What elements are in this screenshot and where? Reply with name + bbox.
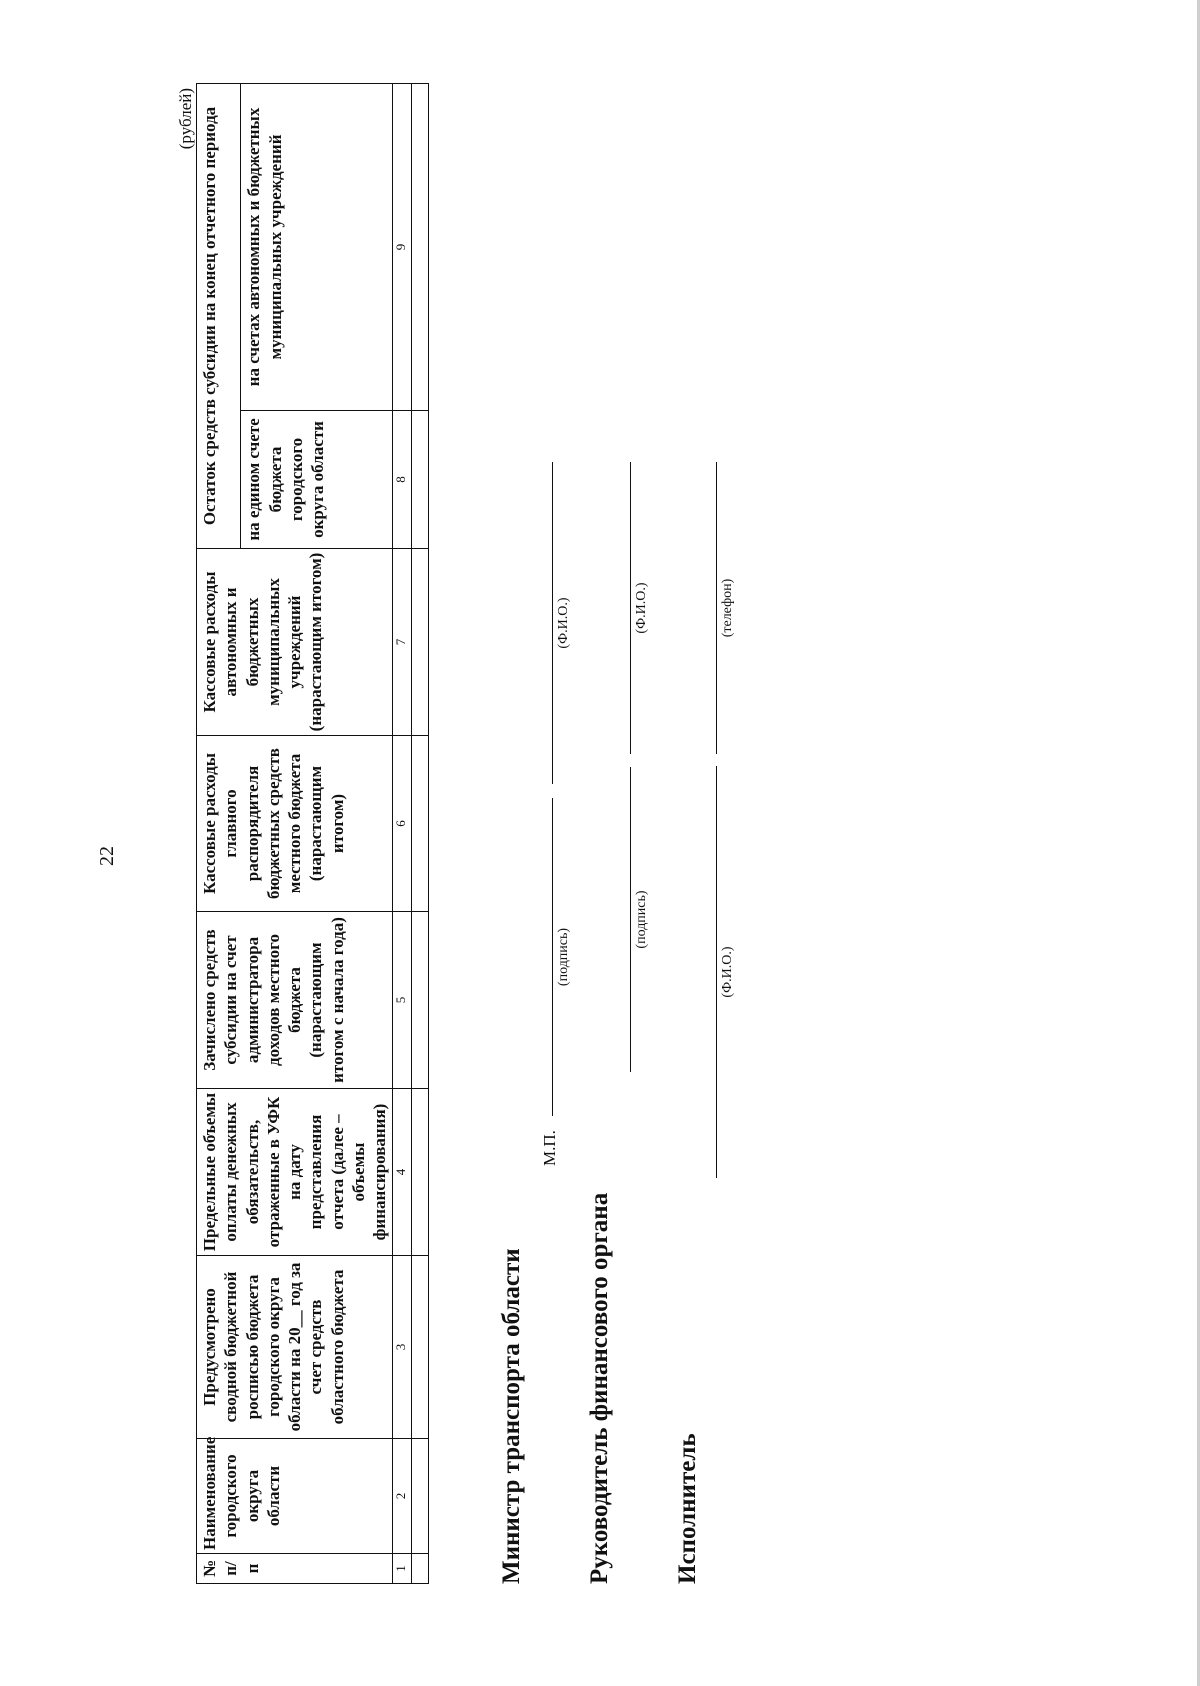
minister-signature-caption: (подпись) (556, 927, 571, 987)
header-planned-budget: Предусмотрено сводной бюджетной росписью бюджета городского округа области на 20__ год за счет средств областного бюджета (197, 1256, 393, 1439)
column-number-row (393, 84, 412, 1584)
column-number: 1 (393, 1554, 412, 1584)
header-institution-expenses: Кассовые расходы автономных и бюджетных муниципальных учреждений (нарастающим итогом) (197, 549, 393, 736)
empty-cell (412, 1554, 429, 1584)
page-number: 22 (96, 846, 118, 866)
header-district-name: Наименование городского округа области (197, 1439, 393, 1554)
empty-data-row (412, 84, 429, 1584)
empty-cell (412, 1256, 429, 1439)
column-number: 9 (393, 84, 412, 411)
header-main-manager-expenses: Кассовые расходы главного распорядителя бюджетных средств местного бюджета (нарастающим итогом) (197, 736, 393, 912)
column-number: 2 (393, 1439, 412, 1554)
header-num: № п/п (197, 1554, 393, 1584)
empty-cell (412, 1089, 429, 1256)
empty-cell (412, 411, 429, 549)
finance-head-title: Руководитель финансового органа (586, 1192, 613, 1584)
finance-head-name-line (630, 462, 631, 754)
empty-cell (412, 912, 429, 1089)
column-number: 7 (393, 549, 412, 736)
rotated-page (96, 64, 735, 1584)
column-number: 3 (393, 1256, 412, 1439)
empty-cell (412, 549, 429, 736)
minister-name-line (552, 462, 553, 784)
header-credited-subsidy: Зачислено средств субсидии на счет администратора доходов местного бюджета (нарастающим итогом с начала года) (197, 912, 393, 1089)
executor-name-caption: (Ф.И.О.) (720, 946, 735, 998)
executor-phone-caption: (телефон) (720, 578, 735, 638)
minister-name-caption: (Ф.И.О.) (556, 597, 571, 649)
executor-name-line (716, 766, 717, 1178)
column-number: 5 (393, 912, 412, 1089)
executor-phone-line (716, 462, 717, 754)
finance-head-name-caption: (Ф.И.О.) (634, 582, 649, 634)
empty-cell (412, 1439, 429, 1554)
header-balance-institution-accounts: на счетах автономных и бюджетных муниципальных учреждений (241, 84, 393, 411)
empty-cell (412, 84, 429, 411)
column-number: 6 (393, 736, 412, 912)
column-number: 8 (393, 411, 412, 549)
header-balance-single-account: на едином счете бюджета городского округа области (241, 411, 393, 549)
stamp-label: М.П. (540, 1130, 559, 1166)
header-subsidy-balance: Остаток средств субсидии на конец отчетного периода (197, 84, 241, 549)
empty-cell (412, 736, 429, 912)
finance-head-signature-line (630, 767, 631, 1072)
column-number: 4 (393, 1089, 412, 1256)
finance-head-signature-caption: (подпись) (634, 890, 649, 949)
unit-note: (рублей) (176, 88, 195, 150)
report-table (196, 83, 429, 1584)
header-row-1 (197, 84, 241, 1584)
executor-title: Исполнитель (674, 1433, 701, 1584)
minister-title: Министр транспорта области (498, 1248, 525, 1584)
minister-signature-line (552, 798, 553, 1116)
header-payment-limits: Предельные объемы оплаты денежных обязательств, отраженные в УФК на дату представления отчета (далее – объемы финансирования) (197, 1089, 393, 1256)
